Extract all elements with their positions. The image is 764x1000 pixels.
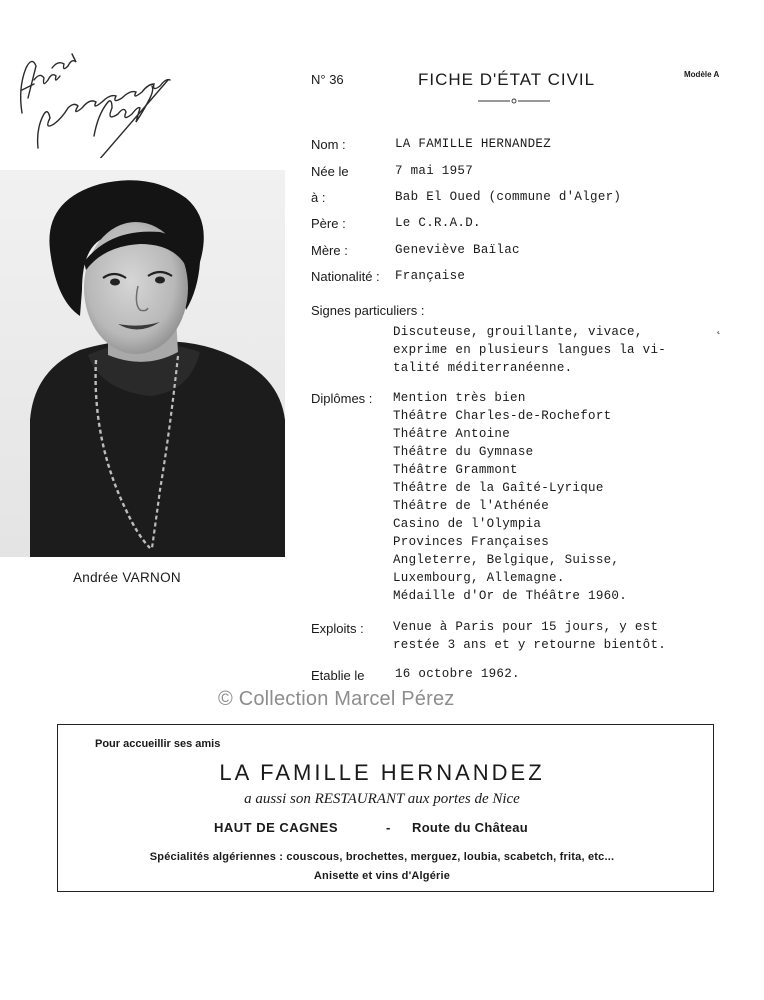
diplomas-label: Diplômes :: [311, 391, 373, 406]
ad-separator: -: [386, 820, 391, 835]
nom-value: LA FAMILLE HERNANDEZ: [395, 137, 552, 151]
copyright-watermark: © Collection Marcel Pérez: [218, 688, 455, 710]
nom-label: Nom :: [311, 137, 346, 152]
model-label: Modèle A: [684, 70, 720, 79]
established-label: Etablie le: [311, 668, 365, 683]
ad-location: HAUT DE CAGNES: [214, 820, 339, 835]
diplomas-value: Mention très bien Théâtre Charles-de-Rochefort Théâtre Antoine Théâtre du Gymnase Théâtre Grammont Théâtre de la Gaîté-Lyrique Théâtre de l'Athénée Casino de l'Olympia Provinces Françaises Angleterre, Belgique, Suisse, Luxembourg, Allemagne. Médaille d'Or de Théâtre 1960.: [393, 391, 628, 603]
mother-label: Mère :: [311, 243, 348, 258]
handwritten-signature: [8, 18, 183, 158]
photo-caption: Andrée VARNON: [73, 570, 181, 585]
title-ornament: [478, 96, 550, 106]
distinguishing-marks-label: Signes particuliers :: [311, 303, 425, 318]
ad-drinks: Anisette et vins d'Algérie: [313, 870, 451, 882]
established-value: 16 octobre 1962.: [395, 667, 520, 681]
exploits-value: Venue à Paris pour 15 jours, y est restée 3 ans et y retourne bientôt.: [393, 620, 667, 652]
father-label: Père :: [311, 216, 346, 231]
mother-value: Geneviève Baïlac: [395, 243, 520, 257]
father-value: Le C.R.A.D.: [395, 216, 481, 230]
ad-specialities: Spécialités algériennes : couscous, brochettes, merguez, loubia, scabetch, frita, etc...: [149, 851, 615, 863]
exploits-label: Exploits :: [311, 621, 364, 636]
nationality-label: Nationalité :: [311, 269, 380, 284]
ad-tagline: a aussi son RESTAURANT aux portes de Nice: [244, 791, 520, 807]
distinguishing-marks-value: Discuteuse, grouillante, vivace, exprime en plusieurs langues la vi- talité méditerranéenne.: [393, 325, 667, 375]
birth-place-label: à :: [311, 190, 326, 205]
birth-date-label: Née le: [311, 164, 349, 179]
nationality-value: Française: [395, 269, 466, 283]
birth-date-value: 7 mai 1957: [395, 164, 474, 178]
ad-route: Route du Château: [412, 820, 529, 835]
ad-restaurant-name: LA FAMILLE HERNANDEZ: [219, 760, 545, 785]
portrait-photo: [0, 170, 285, 557]
birth-place-value: Bab El Oued (commune d'Alger): [395, 190, 622, 204]
stray-mark: ˛: [717, 320, 721, 334]
page-title: FICHE D'ÉTAT CIVIL: [418, 70, 596, 89]
card-number: N° 36: [311, 72, 344, 87]
ad-intro: Pour accueillir ses amis: [95, 738, 221, 750]
